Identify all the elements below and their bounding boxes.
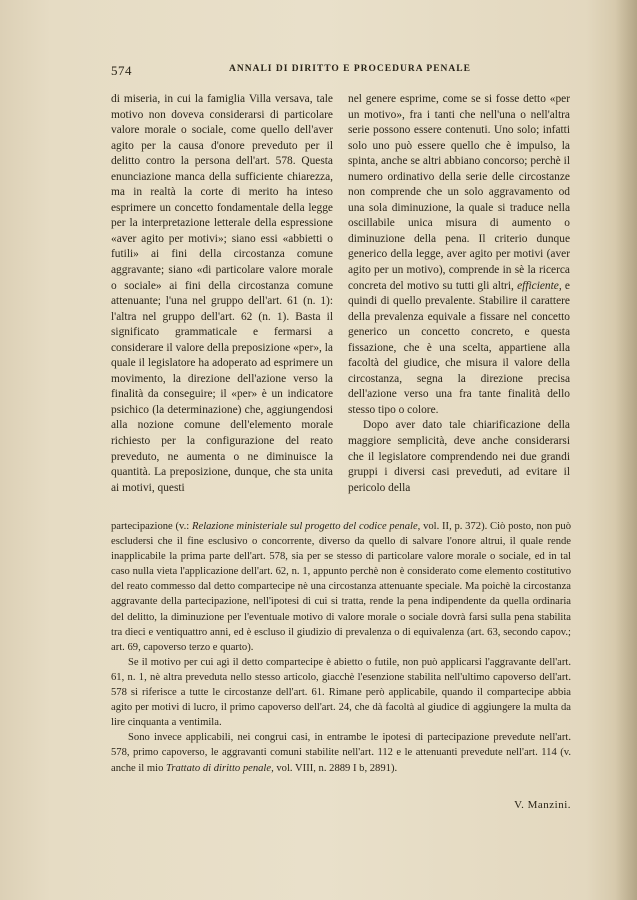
right-paragraph-1-tail: e quindi di quello prevalente. Stabilire il carattere della prevalenza equivale a fissare nel concetto generico un concetto concreto, e questa fissazione, che è una scelta, appartiene alla facoltà del giudice, che misura il valore della circostanza, segna la direzione precisa dell'azione verso una fra tante finalità dello stesso tipo o colore. <box>348 279 570 416</box>
left-column-paragraph: di miseria, in cui la famiglia Villa versava, tale motivo non doveva considerarsi di particolare valore morale o sociale, come quello dell'aver agito per la causa d'onore preveduto per il delitto contro la persona dell'art. 578. Questa enunciazione manca della sufficiente chiarezza, ma in realtà la corte di merito ha inteso esprimere un concetto fondamentale della legge per la interpretazione letterale della espressione «aver agito per motivi»; siano essi «abbietti o futili» ai fini della circostanza comune aggravante; siano «di particolare valore morale o sociale» ai fini della circostanza comune attenuante; l'una nel gruppo dell'art. 61 (n. 1): l'altra nel gruppo dell'art. 62 (n. 1). Basta il significato grammaticale e fermarsi a considerare il valore della preposizione «per», la quale il legislatore ha adoperato ad esprimere un movimento, la direzione dell'azione verso la finalità da conseguire; il «per» è un indicatore psichico (la determinazione) che, aggiungendosi alla nozione comune dell'elemento morale richiesto per la configurazione del reato preveduto, ne aumenta o ne diminuisce la quantità. La preposizione, dunque, che sta unita ai motivi, questi <box>111 93 333 494</box>
footnote-paragraph-1 <box>111 519 571 655</box>
footnote-p1-rest: vol. II, p. 372). Ciò posto, non può escludersi che il fine esclusivo o concorrente, diverso da quello di salvare l'onore altrui, il quale rende inapplicabile la prima parte dell'art. 578, sia per se stesso di particolare valore morale o sociale, ed in tal caso nulla vieta l'applicazione dell'art. 62, n. 1, appunto perchè non è considerato come elemento costitutivo del reato commesso dal detto compartecipe nè una circostanza attenuante speciale. Ma poichè la circostanza aggravante della partecipazione, nell'ipotesi di cui si tratta, rende la pena indipendente da quella ordinaria del delitto, la diminuzione per l'eventuale motivo di valore morale o sociale dovrà farsi sulla pena stabilita tra dieci e ventiquattro anni, ed è escluso il giudizio di prevalenza o di equivalenza (art. 63, secondo capov.; art. 69, capoverso terzo e quarto). <box>111 521 571 653</box>
footnote-block <box>111 519 571 776</box>
citation-trattato: Trattato di diritto penale, <box>166 762 274 774</box>
binding-shadow <box>615 0 637 900</box>
emphasis-efficiente: efficiente, <box>517 279 562 292</box>
right-column-paragraph-1 <box>348 92 570 418</box>
right-column-paragraph-2: Dopo aver dato tale chiarificazione della maggiore semplicità, deve anche considerarsi che il legislatore comprendendo nei due grandi gruppi i diversi casi preveduti, ad evitare il pericolo della <box>348 419 570 494</box>
page-header <box>111 63 571 79</box>
author-signature: V. Manzini. <box>514 799 571 811</box>
footnote-p3-start: Sono invece applicabili, nei congrui casi, in entrambe le ipotesi di partecipazione prevedute nell'art. 578, primo capoverso, le aggravanti comuni stabilite nell'art. 112 e le attenuanti prevedute nell'art. 114 (v. anche il mio <box>111 732 571 774</box>
running-title: ANNALI DI DIRITTO E PROCEDURA PENALE <box>229 64 471 74</box>
right-paragraph-1-head: nel genere esprime, come se si fosse detto «per un motivo», fra i tanti che nell'una o nell'altra serie possono essere contenuti. Uno solo; infatti solo uno può essere quello che è impulso, la spinta, anche se altri abbiano concorso; perchè il numero ordinativo della serie delle circostanze non comprende che un solo aggravamento od una sola diminuzione, la quale si traduce nella oscillabile unica misura di aumento o diminuzione della pena. Il criterio dunque generico della legge, aver agito per motivi (aver agito per un motivo), comprende in sè la ricerca concreta del motivo su tutti gli altri, <box>348 93 570 292</box>
footnote-paragraph-2: Se il motivo per cui agì il detto compartecipe è abietto o futile, non può applicarsi l'aggravante dell'art. 61, n. 1, nè altra preveduta nello stesso articolo, giacchè l'esenzione stabilita nell'ultimo capoverso dell'art. 578 si riferisce a tutte le circostanze dell'art. 61. Rimane però applicabile, quando il compartecipe abbia agito per motivi di lucro, il primo capoverso dell'art. 24, che dà facoltà al giudice di aggiungere la multa da lire cinquanta a ventimila. <box>111 656 571 729</box>
page-number: 574 <box>111 63 132 78</box>
footnote-p3-rest: vol. VIII, n. 2889 I b, 2891). <box>273 762 398 774</box>
footnote-paragraph-3 <box>111 730 571 775</box>
left-column <box>111 92 333 496</box>
right-column <box>348 92 570 496</box>
footnote-p1-start: partecipazione (v.: <box>111 521 193 532</box>
citation-relazione: Relazione ministeriale sul progetto del codice penale, <box>192 521 421 532</box>
